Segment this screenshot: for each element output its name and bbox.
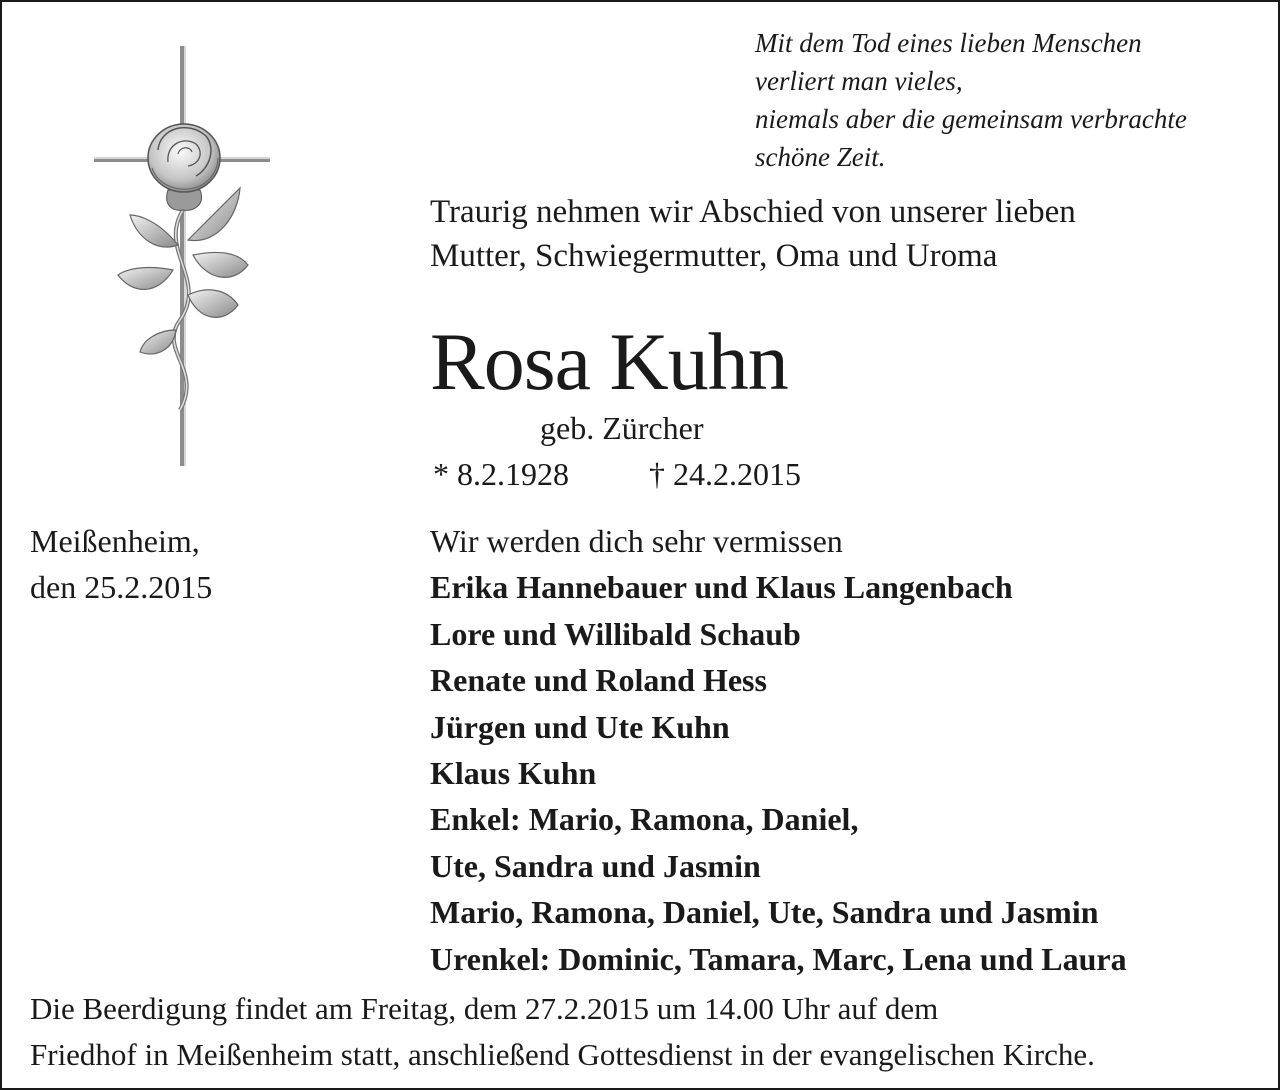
quote-line: schöne Zeit. <box>755 142 886 172</box>
intro-line: Mutter, Schwiegermutter, Oma und Uroma <box>430 238 998 274</box>
quote-line: Mit dem Tod eines lieben Menschen <box>755 28 1142 58</box>
birth-date: * 8.2.1928 <box>433 456 569 492</box>
mourner-line: Lore und Willibald Schaub <box>430 615 801 652</box>
intro-text <box>430 190 1250 278</box>
rose-bloom <box>148 124 220 192</box>
mourner-line: Erika Hannebauer und Klaus Langenbach <box>430 569 1013 606</box>
mourner-line: Jürgen und Ute Kuhn <box>430 708 730 745</box>
rose-leaf <box>188 290 238 318</box>
quote-line: verliert man vieles, <box>755 66 963 96</box>
life-dates <box>433 452 801 496</box>
memorial-quote <box>755 24 1265 176</box>
date-line: den 25.2.2015 <box>30 569 213 605</box>
funeral-line: Friedhof in Meißenheim statt, anschließend Gottesdienst in der evangelischen Kirche. <box>30 1037 1095 1072</box>
rose-leaf <box>118 268 173 290</box>
mourner-line: Urenkel: Dominic, Tamara, Marc, Lena und Laura <box>430 940 1127 977</box>
maiden-name: geb. Zürcher <box>540 410 704 446</box>
mourner-line: Klaus Kuhn <box>430 755 597 792</box>
rose-leaf <box>193 252 248 277</box>
rose-leaf <box>140 330 176 354</box>
place-and-date <box>30 518 212 610</box>
place-line: Meißenheim, <box>30 523 200 559</box>
mourner-line: Enkel: Mario, Ramona, Daniel, <box>430 801 859 838</box>
mourner-line: Ute, Sandra und Jasmin <box>430 847 761 884</box>
rose-leaf <box>130 215 178 247</box>
deceased-name: Rosa Kuhn <box>430 316 788 407</box>
death-date: † 24.2.2015 <box>649 456 801 492</box>
cross-with-rose-icon <box>88 40 278 480</box>
mourner-line: Renate und Roland Hess <box>430 662 767 699</box>
funeral-info <box>30 986 1260 1078</box>
intro-line: Traurig nehmen wir Abschied von unserer lieben <box>430 194 1076 230</box>
mourners-list <box>430 518 1270 982</box>
quote-line: niemals aber die gemeinsam verbrachte <box>755 104 1187 134</box>
mourner-line: Mario, Ramona, Daniel, Ute, Sandra und Jasmin <box>430 894 1099 931</box>
mourners-lead: Wir werden dich sehr vermissen <box>430 523 843 559</box>
funeral-line: Die Beerdigung findet am Freitag, dem 27.2.2015 um 14.00 Uhr auf dem <box>30 991 939 1026</box>
